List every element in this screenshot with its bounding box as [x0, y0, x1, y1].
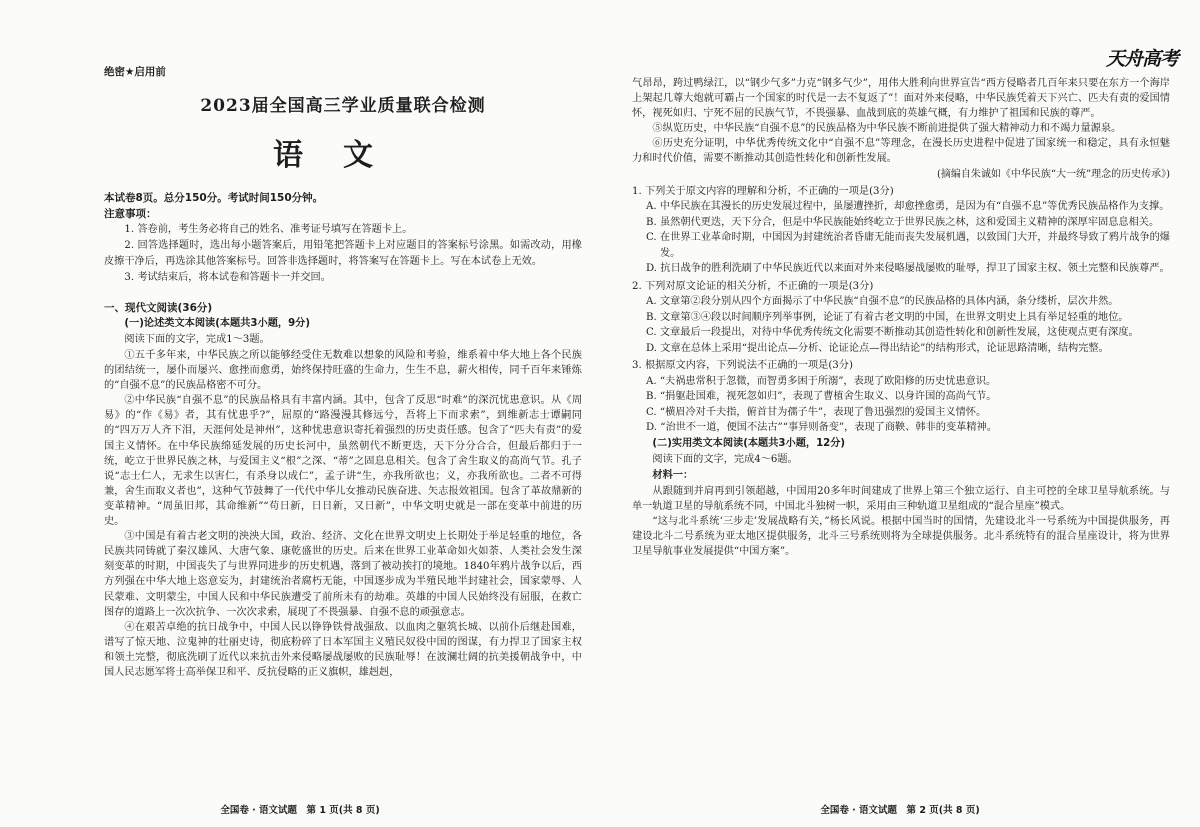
exam-info: 本试卷8页。总分150分。考试时间150分钟。	[104, 192, 324, 204]
material-heading: 材料一：	[652, 469, 694, 481]
article-paragraph: ⑥历史充分证明，中华优秀传统文化中“自强不息”等理念，在漫长历史进程中促进了国家统一和稳定，具有永恒魅力和时代价值，需要不断推动其创造性转化和创新性发展。	[632, 138, 1170, 165]
article-paragraph: 气昂昂，跨过鸭绿江，以“钢少气多”力克“钢多气少”，用伟大胜利向世界宣告“西方侵略者几百年来只要在东方一个海岸上架起几尊大炮就可霸占一个国家的时代是一去不复返了”！面对外来侵略，中华民族凭着天下兴亡、匹夫有责的爱国情怀，视死如归、宁死不屈的民族气节，不畏强暴、血战到底的英雄气概，有力维护了祖国和民族的尊严。	[632, 78, 1170, 120]
answer-option: B. 虽然朝代更迭，天下分合，但是中华民族能始终屹立于世界民族之林，这和爱国主义精神的深厚牢固息息相关。	[646, 216, 1160, 228]
article-source: (摘编自朱诚如《中华民族“大一统”理念的历史传承》)	[936, 168, 1170, 180]
answer-option: D. 抗日战争的胜利洗刷了中华民族近代以来面对外来侵略屡战屡败的耻辱，捍卫了国家主权、领土完整和民族尊严。	[646, 263, 1170, 275]
exam-title: 2023届全国高三学业质量联合检测	[200, 96, 486, 116]
publisher-logo: 天舟高考	[1105, 48, 1178, 70]
section-heading: 一、现代文阅读(36分)	[104, 302, 213, 314]
article-paragraph: ②中华民族“自强不息”的民族品格具有丰富内涵。其中，包含了反思“时难”的深沉忧患意识。从《周易》的“作《易》者，其有忧患乎?”，屈原的“路漫漫其修远兮，吾将上下而求索”，到维新志士谭嗣同的“四万万人齐下泪，天涯何处是神州”，这种忧患意识寄托着强烈的历史责任感。包含了“匹夫有责”的爱国主义情怀。在中华民族绵延发展的历史长河中，虽然朝代不断更迭，天下分分合合，但最后都归于一统，屹立于世界民族之林，与爱国主义“根”之深、“蒂”之固息息相关。包含了舍生取义的高尚气节。孔子说“志士仁人，无求生以害仁，有杀身以成仁”，孟子讲“生，亦我所欲也；义，亦我所欲也。二者不可得兼，舍生而取义者也”，这种气节鼓舞了一代代中华儿女推动民族奋进、矢志报效祖国。包含了革故鼎新的变革精神。“周虽旧邦，其命维新”“苟日新，日日新，又日新”，中华文明史就是一部在变革中前进的历史。	[104, 395, 583, 528]
subsection-heading: (一)论述类文本阅读(本题共3小题，9分)	[124, 318, 311, 329]
answer-option: D. “治世不一道，便国不法古”“事异则备变”，表现了商鞅、韩非的变革精神。	[646, 422, 997, 434]
answer-option: A. “夫祸患常积于忽微，而智勇多困于所溺”，表现了欧阳修的历史忧患意识。	[646, 375, 997, 387]
reading-instruction: 阅读下面的文字，完成1～3题。	[124, 334, 270, 345]
article-paragraph: ④在艰苦卓绝的抗日战争中，中国人民以铮铮铁骨战强敌、以血肉之躯筑长城、以前仆后继赴国难，谱写了惊天地、泣鬼神的壮丽史诗，彻底粉碎了日本军国主义殖民奴役中国的图谋，有力捍卫了国家主权和领土完整，彻底洗刷了近代以来抗击外来侵略屡战屡败的民族耻辱！在波澜壮阔的抗美援朝战争中，中国人民志愿军将士高举保卫和平、反抗侵略的正义旗帜，雄赳赳，	[104, 621, 582, 678]
subject-title: 语文	[273, 138, 413, 173]
question-stem: 1. 下列关于原文内容的理解和分析，不正确的一项是(3分)	[632, 185, 894, 197]
question-stem: 2. 下列对原文论证的相关分析，不正确的一项是(3分)	[632, 280, 874, 292]
article-paragraph: ③中国是有着古老文明的泱泱大国，政治、经济、文化在世界文明史上长期处于举足轻重的地位，各民族共同铸就了秦汉雄风、大唐气象、康乾盛世的历史。后来在世界工业革命如火如荼、人类社会发生深刻变革的时期，中国丧失了与世界同进步的历史机遇，落到了被动挨打的境地。1840年鸦片战争以后，西方列强在中华大地上恣意妄为，封建统治者腐朽无能，中国逐步成为半殖民地半封建社会，国家蒙辱、人民蒙难、文明蒙尘，中国人民和中华民族遭受了前所未有的劫难。英雄的中国人民始终没有屈服，在救亡图存的道路上一次次抗争、一次次求索，展现了不畏强暴、自强不息的顽强意志。	[104, 531, 582, 618]
answer-option: B. 文章第③④段以时间顺序列举事例，论证了有着古老文明的中国，在世界文明史上具有举足轻重的地位。	[646, 311, 1129, 323]
notice-item: 2. 回答选择题时，选出每小题答案后，用铅笔把答题卡上对应题目的答案标号涂黑。如需改动，用橡皮擦干净后，再选涂其他答案标号。回答非选择题时，将答案写在答题卡上。写在本试卷上无效。	[104, 240, 582, 267]
answer-option: C. 文章最后一段提出，对待中华优秀传统文化需要不断推动其创造性转化和创新性发展，这使观点更有深度。	[646, 327, 1139, 339]
page-footer: 全国卷 · 语文试题 第 2 页(共 8 页)	[820, 805, 980, 816]
article-paragraph: ⑤纵览历史，中华民族“自强不息”的民族品格为中华民族不断前进提供了强大精神动力和不竭力量源泉。	[652, 123, 1122, 135]
notice-item: 3. 考试结束后，将本试卷和答题卡一并交回。	[124, 272, 331, 283]
page-footer: 全国卷 · 语文试题 第 1 页(共 8 页)	[220, 805, 380, 816]
answer-option: C. “横眉冷对千夫指，俯首甘为孺子牛”，表现了鲁迅强烈的爱国主义情怀。	[646, 406, 987, 418]
answer-option: D. 文章在总体上采用“提出论点—分析、论证论点—得出结论”的结构形式，论证思路清晰，结构完整。	[646, 342, 1109, 354]
material-paragraph: 从跟随到并肩再到引领超越，中国用20多年时间建成了世界上第三个独立运行、自主可控的全球卫星导航系统。与单一轨道卫星的导航系统不同，中国北斗独树一帜，采用由三种轨道卫星组成的“混合星座”模式。	[632, 485, 1170, 512]
subsection-heading: (二)实用类文本阅读(本题共3小题，12分)	[652, 437, 846, 449]
question-stem: 3. 根据原文内容，下列说法不正确的一项是(3分)	[632, 360, 853, 372]
notice-title: 注意事项：	[104, 208, 157, 220]
reading-instruction: 阅读下面的文字，完成4～6题。	[652, 453, 798, 465]
article-paragraph: ①五千多年来，中华民族之所以能够经受住无数难以想象的风险和考验，维系着中华大地上各个民族的团结统一，屡仆而屡兴、愈挫而愈勇，始终保持旺盛的生命力，生生不息，薪火相传，同千百年来锤炼的“自强不息”的民族品格密不可分。	[104, 350, 582, 392]
page-2	[600, 0, 1200, 827]
confidential-label: 绝密★启用前	[104, 66, 166, 78]
answer-option: A. 中华民族在其漫长的历史发展过程中，虽屡遭挫折，却愈挫愈勇，是因为有“自强不息”等优秀民族品格作为支撑。	[646, 201, 1170, 213]
answer-option: B. “捐躯赴国难，视死忽如归”，表现了曹植舍生取义、以身许国的高尚气节。	[646, 391, 997, 403]
notice-item: 1. 答卷前，考生务必将自己的姓名、准考证号填写在答题卡上。	[124, 224, 413, 235]
answer-option: C. 在世界工业革命时期，中国因为封建统治者昏庸无能而丧失发展机遇，以致国门大开，并最终导致了鸦片战争的爆发。	[646, 232, 1170, 259]
material-paragraph: “这与北斗系统‘三步走’发展战略有关，”杨长风说。根据中国当时的国情，先建设北斗一号系统为中国提供服务，再建设北斗二号系统为亚太地区提供服务，北斗三号系统则将为全球提供服务。北斗系统特有的混合星座设计，将为世界卫星导航事业发展提供“中国方案”。	[632, 515, 1170, 557]
answer-option: A. 文章第②段分别从四个方面揭示了中华民族“自强不息”的民族品格的具体内涵，条分缕析，层次井然。	[646, 296, 1119, 308]
